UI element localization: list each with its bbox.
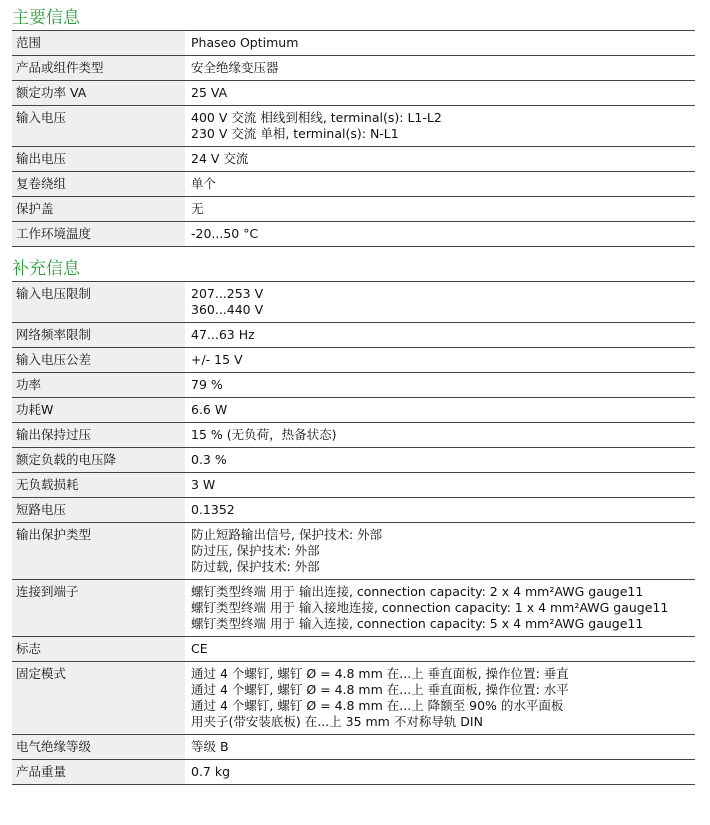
spec-value	[185, 81, 695, 106]
spec-key: 产品重量	[12, 760, 185, 785]
spec-value-line: 防过载, 保护技术: 外部	[191, 559, 320, 574]
spec-value-line: 230 V 交流 单相, terminal(s): N-L1	[191, 126, 399, 141]
spec-key: 功耗W	[12, 398, 185, 423]
spec-value-line: 通过 4 个螺钉, 螺钉 Ø = 4.8 mm 在...上 垂直面板, 操作位置: 垂直	[191, 666, 569, 681]
spec-table	[12, 30, 695, 247]
spec-key: 额定负载的电压降	[12, 448, 185, 473]
spec-value-line: 6.6 W	[191, 402, 228, 417]
spec-value-line: 47...63 Hz	[191, 327, 255, 342]
spec-value-line: +/- 15 V	[191, 352, 243, 367]
spec-key: 功率	[12, 373, 185, 398]
spec-value	[185, 423, 695, 448]
spec-value-line: 0.7 kg	[191, 764, 231, 779]
spec-value	[185, 197, 695, 222]
spec-value-line: Phaseo Optimum	[191, 35, 299, 50]
spec-value	[185, 637, 695, 662]
spec-value	[185, 282, 695, 323]
spec-value-line: 通过 4 个螺钉, 螺钉 Ø = 4.8 mm 在...上 垂直面板, 操作位置: 水平	[191, 682, 569, 697]
spec-key: 额定功率 VA	[12, 81, 185, 106]
spec-row	[12, 282, 695, 323]
spec-row	[12, 197, 695, 222]
spec-key: 范围	[12, 31, 185, 56]
spec-row	[12, 106, 695, 147]
spec-row	[12, 662, 695, 735]
spec-key: 短路电压	[12, 498, 185, 523]
spec-value-line: 无	[191, 201, 204, 216]
spec-value	[185, 323, 695, 348]
spec-key: 无负载损耗	[12, 473, 185, 498]
spec-row	[12, 398, 695, 423]
spec-value	[185, 56, 695, 81]
spec-row	[12, 172, 695, 197]
spec-value-line: 3 W	[191, 477, 216, 492]
spec-value-line: 15 % (无负荷，热备状态)	[191, 427, 337, 442]
spec-value	[185, 172, 695, 197]
spec-key: 输出保持过压	[12, 423, 185, 448]
spec-value	[185, 735, 695, 760]
spec-value	[185, 662, 695, 735]
spec-key: 输入电压限制	[12, 282, 185, 323]
spec-value-line: 安全绝缘变压器	[191, 60, 279, 75]
spec-value-line: 400 V 交流 相线到相线, terminal(s): L1-L2	[191, 110, 442, 125]
spec-value-line: 单个	[191, 176, 217, 191]
spec-value-line: 79 %	[191, 377, 223, 392]
spec-value-line: CE	[191, 641, 208, 656]
spec-row	[12, 580, 695, 637]
spec-value-line: -20...50 °C	[191, 226, 259, 241]
spec-row	[12, 523, 695, 580]
spec-value	[185, 147, 695, 172]
spec-value-line: 0.1352	[191, 502, 235, 517]
spec-value-line: 360...440 V	[191, 302, 264, 317]
spec-key: 输入电压公差	[12, 348, 185, 373]
spec-value	[185, 498, 695, 523]
spec-value-line: 0.3 %	[191, 452, 227, 467]
spec-value	[185, 373, 695, 398]
spec-value-line: 25 VA	[191, 85, 228, 100]
spec-row	[12, 348, 695, 373]
spec-row	[12, 323, 695, 348]
spec-value-line: 防过压, 保护技术: 外部	[191, 543, 320, 558]
spec-key: 连接到端子	[12, 580, 185, 637]
spec-key: 复卷绕组	[12, 172, 185, 197]
spec-value	[185, 448, 695, 473]
spec-key: 输入电压	[12, 106, 185, 147]
section-title: 主要信息	[12, 8, 80, 28]
spec-row	[12, 637, 695, 662]
spec-value-line: 24 V 交流	[191, 151, 249, 166]
spec-value	[185, 106, 695, 147]
spec-row	[12, 735, 695, 760]
spec-key: 输出保护类型	[12, 523, 185, 580]
spec-table	[12, 281, 695, 785]
spec-key: 电气绝缘等级	[12, 735, 185, 760]
spec-key: 产品或组件类型	[12, 56, 185, 81]
spec-key: 保护盖	[12, 197, 185, 222]
spec-value-line: 等级 B	[191, 739, 229, 754]
spec-row	[12, 423, 695, 448]
spec-value	[185, 348, 695, 373]
spec-value-line: 螺钉类型终端 用于 输入接地连接, connection capacity: 1 x 4 mm²AWG gauge11	[191, 600, 669, 615]
spec-key: 固定模式	[12, 662, 185, 735]
spec-row	[12, 373, 695, 398]
spec-value	[185, 398, 695, 423]
spec-value-line: 用夹子(带安装底板) 在...上 35 mm 不对称导轨 DIN	[191, 714, 483, 729]
spec-value-line: 螺钉类型终端 用于 输入连接, connection capacity: 5 x 4 mm²AWG gauge11	[191, 616, 644, 631]
spec-value	[185, 473, 695, 498]
spec-value	[185, 31, 695, 56]
spec-value	[185, 222, 695, 247]
spec-value-line: 螺钉类型终端 用于 输出连接, connection capacity: 2 x 4 mm²AWG gauge11	[191, 584, 644, 599]
spec-value	[185, 760, 695, 785]
spec-row	[12, 498, 695, 523]
spec-value-line: 207...253 V	[191, 286, 264, 301]
spec-row	[12, 147, 695, 172]
spec-key: 输出电压	[12, 147, 185, 172]
spec-value-line: 防止短路输出信号, 保护技术: 外部	[191, 527, 383, 542]
spec-row	[12, 31, 695, 56]
spec-key: 标志	[12, 637, 185, 662]
spec-row	[12, 473, 695, 498]
spec-value-line: 通过 4 个螺钉, 螺钉 Ø = 4.8 mm 在...上 降额至 90% 的水平面板	[191, 698, 564, 713]
spec-row	[12, 222, 695, 247]
spec-key: 网络频率限制	[12, 323, 185, 348]
spec-row	[12, 81, 695, 106]
spec-value	[185, 580, 695, 637]
spec-row	[12, 448, 695, 473]
spec-row	[12, 56, 695, 81]
spec-row	[12, 760, 695, 785]
spec-key: 工作环境温度	[12, 222, 185, 247]
section-title: 补充信息	[12, 259, 80, 279]
spec-value	[185, 523, 695, 580]
